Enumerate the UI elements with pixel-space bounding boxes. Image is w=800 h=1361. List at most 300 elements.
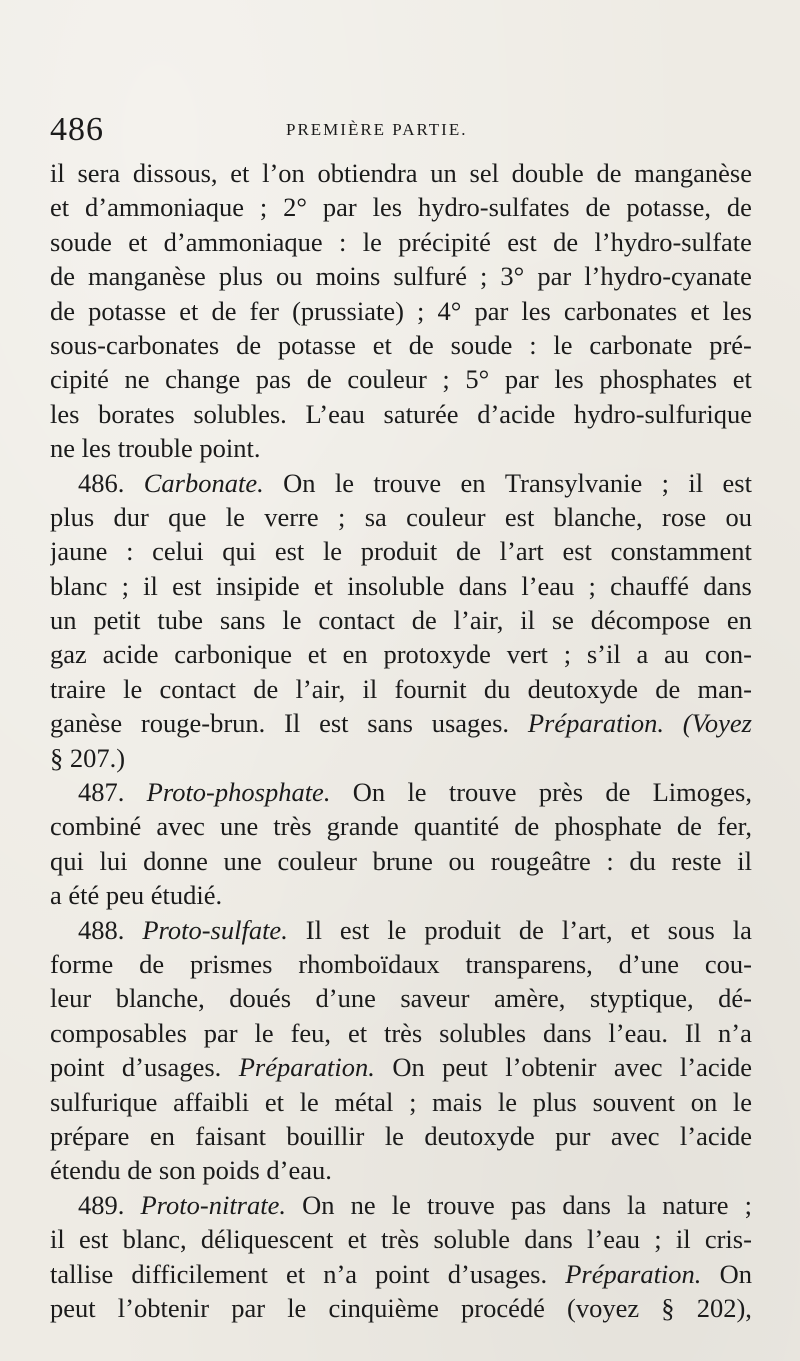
word: celui — [152, 536, 204, 567]
word: les — [372, 192, 403, 223]
word: affaibli — [173, 1086, 250, 1117]
word: étendu — [50, 1155, 128, 1186]
text-line — [50, 672, 752, 706]
text-line — [50, 534, 752, 568]
word: les — [722, 295, 752, 326]
word: dans — [458, 570, 508, 601]
text-line — [50, 1291, 752, 1325]
word: L’eau — [305, 398, 365, 429]
word: couleur — [347, 364, 427, 395]
word: il — [50, 1224, 65, 1255]
word: (prussiate) — [292, 295, 404, 326]
word: de — [253, 673, 279, 704]
word: d’usages. — [447, 1258, 548, 1289]
word: grande — [326, 811, 399, 842]
word: de — [518, 914, 544, 945]
text-line — [50, 362, 752, 396]
word: est — [274, 536, 305, 567]
word: prismes — [190, 948, 273, 979]
word: 3° — [500, 261, 525, 292]
word: styptique, — [589, 983, 694, 1014]
word: d’une — [315, 983, 376, 1014]
word: d’ammoniaque — [85, 192, 244, 223]
word: jaune — [50, 536, 108, 567]
word: en — [342, 639, 368, 670]
word: près — [538, 777, 584, 808]
word: de — [408, 329, 434, 360]
word: souvent — [592, 1086, 675, 1117]
word: de — [676, 811, 702, 842]
text-line — [50, 809, 752, 843]
word: 488. — [78, 914, 125, 945]
word: rose — [662, 501, 707, 532]
word: On — [719, 1258, 752, 1289]
word: a — [636, 639, 649, 670]
word: et — [313, 570, 333, 601]
paragraph-start-line — [50, 466, 752, 500]
running-title: PREMIÈRE PARTIE. — [286, 120, 468, 139]
word: insipide — [215, 570, 300, 601]
word: de — [605, 777, 631, 808]
word: déliquescent — [200, 1224, 334, 1255]
word: combiné — [50, 811, 142, 842]
word: procédé — [461, 1292, 545, 1323]
word: pas — [255, 364, 292, 395]
word: l’hydro-sulfate — [594, 226, 752, 257]
word: le — [287, 1292, 307, 1323]
word: il — [688, 467, 704, 498]
word: d’ammoniaque — [163, 226, 323, 257]
word: blanche, — [553, 501, 643, 532]
word: et — [690, 295, 710, 326]
word: phosphate — [554, 811, 662, 842]
word: ; — [654, 1224, 662, 1255]
text-line — [50, 603, 752, 637]
word: rhomboïdaux — [298, 948, 440, 979]
word: décompose — [590, 605, 711, 636]
word: est — [78, 1224, 109, 1255]
word: il — [143, 570, 158, 601]
word: sel — [469, 158, 499, 188]
word: de — [455, 536, 481, 567]
word: a — [50, 880, 69, 911]
word: une — [223, 845, 262, 876]
text-line — [50, 637, 752, 671]
word: On — [302, 1189, 335, 1220]
text-line — [50, 1085, 752, 1119]
text-line — [50, 225, 752, 259]
word: il — [520, 605, 535, 636]
word: potasse — [277, 329, 356, 360]
paragraph-start-line — [50, 1188, 752, 1222]
word: Proto-sulfate. — [142, 914, 288, 945]
text-line — [50, 1050, 752, 1084]
word: point — [50, 1052, 105, 1083]
word: l’obtenir — [505, 1052, 597, 1083]
word: doués — [229, 983, 292, 1014]
word: son — [158, 1155, 203, 1186]
text-line — [50, 1257, 752, 1291]
text-line — [50, 500, 752, 534]
word: par — [537, 261, 572, 292]
word: le — [254, 1017, 274, 1048]
page-header — [50, 110, 750, 150]
word: s’il — [586, 639, 621, 670]
word: sans — [219, 605, 266, 636]
word: double — [511, 158, 584, 188]
word: ; — [480, 261, 488, 292]
word: qui — [50, 845, 84, 876]
word: On — [283, 467, 316, 498]
word: peut — [442, 1052, 488, 1083]
word: fournit — [394, 673, 467, 704]
page-number: 486 — [50, 111, 104, 148]
word: se — [551, 605, 574, 636]
word: et — [372, 329, 392, 360]
word: Il — [284, 708, 301, 739]
word: avec — [156, 811, 205, 842]
word: par — [504, 364, 539, 395]
word: en — [460, 467, 486, 498]
word: très — [273, 811, 312, 842]
word: point. — [199, 433, 261, 464]
word: et — [179, 295, 199, 326]
word: trouble — [117, 433, 200, 464]
word: 486. — [78, 467, 125, 498]
word: et — [307, 639, 327, 670]
word: le — [299, 1086, 319, 1117]
text-line — [50, 569, 752, 603]
word: potasse — [88, 295, 167, 326]
word: il — [362, 673, 378, 704]
word: de — [585, 192, 611, 223]
word: plus — [50, 501, 95, 532]
word: ganèse — [50, 708, 123, 739]
word: est — [504, 501, 535, 532]
word: pré- — [709, 329, 752, 360]
word: Transylvanie — [504, 467, 643, 498]
word: et — [347, 1017, 368, 1048]
word: soluble — [433, 1224, 510, 1255]
word: verre — [264, 501, 319, 532]
word: il — [675, 1224, 691, 1255]
word: ; — [409, 1086, 417, 1117]
word: de — [50, 261, 76, 292]
word: dissous, — [132, 158, 218, 188]
word: étudié. — [150, 880, 223, 911]
word: man- — [697, 673, 752, 704]
word: deutoxyde — [424, 1120, 535, 1151]
word: 202), — [696, 1292, 752, 1323]
word: est — [507, 226, 537, 257]
word: dans — [524, 1224, 573, 1255]
word: 487. — [78, 777, 125, 808]
word: les — [554, 364, 584, 395]
word: n’a — [718, 1017, 752, 1048]
word: une — [219, 811, 259, 842]
word: les — [50, 398, 80, 429]
word: le — [732, 1086, 752, 1117]
word: le — [334, 467, 355, 498]
word: de — [411, 605, 437, 636]
text-line — [50, 1153, 752, 1187]
word: de — [553, 226, 579, 257]
text-line — [50, 190, 752, 224]
word: en — [726, 605, 752, 636]
word: blanc, — [122, 1224, 187, 1255]
word: ; — [417, 295, 425, 326]
word: au — [664, 639, 690, 670]
word: l’hydro-cyanate — [584, 261, 752, 292]
word: (voyez — [567, 1292, 640, 1323]
word: blanc — [50, 570, 108, 601]
word: le — [322, 536, 343, 567]
word: l’acide — [679, 1052, 752, 1083]
word: ; — [337, 501, 346, 532]
word: l’obtenir — [117, 1292, 210, 1323]
word: amère, — [494, 983, 566, 1014]
word: ou — [448, 845, 476, 876]
word: le — [387, 914, 407, 945]
word: de — [596, 158, 622, 188]
word: bouillir — [286, 1120, 365, 1151]
word: § — [661, 1292, 675, 1323]
word: constamment — [610, 536, 752, 567]
paragraph-start-line — [50, 913, 752, 947]
word: solubles — [439, 1017, 527, 1048]
word: et — [285, 1258, 306, 1289]
word: mais — [432, 1086, 483, 1117]
word: de — [726, 192, 752, 223]
word: hydro-sulfurique — [573, 398, 752, 429]
word: le — [391, 1189, 411, 1220]
word: leur — [50, 983, 92, 1014]
text-line — [50, 706, 752, 740]
word: dur — [113, 501, 149, 532]
word: le — [497, 1086, 517, 1117]
word: rougeâtre — [490, 845, 591, 876]
word: trouve — [448, 777, 517, 808]
word: chauffé — [610, 570, 690, 601]
word: les — [81, 433, 118, 464]
word: la — [627, 1189, 647, 1220]
word: point — [375, 1258, 430, 1289]
word: est — [722, 467, 752, 498]
word: quantité — [413, 811, 500, 842]
word: de — [127, 1155, 159, 1186]
word: dé- — [718, 983, 752, 1014]
word: cipité — [50, 364, 109, 395]
word: été — [68, 880, 106, 911]
word: du — [629, 845, 656, 876]
word: un — [50, 605, 77, 636]
word: trouve — [373, 467, 442, 498]
word: en — [149, 1120, 175, 1151]
word: produit — [424, 914, 501, 945]
text-line — [50, 878, 752, 912]
word: faisant — [195, 1120, 266, 1151]
word: Proto-phosphate. — [146, 777, 331, 808]
word: contact — [159, 673, 237, 704]
word: la — [732, 914, 752, 945]
word: peut — [50, 1292, 96, 1323]
word: usages. — [431, 708, 510, 739]
word: l’air, — [295, 673, 346, 704]
word: on — [690, 1086, 718, 1117]
word: produit — [360, 536, 438, 567]
word: forme — [50, 948, 114, 979]
text-line — [50, 397, 752, 431]
word: par — [322, 192, 357, 223]
word: carbonates — [563, 295, 678, 326]
word: dans — [542, 1017, 592, 1048]
word: 4° — [437, 295, 462, 326]
word: change — [165, 364, 241, 395]
word: très — [383, 1017, 423, 1048]
word: par — [203, 1017, 238, 1048]
word: : — [529, 329, 537, 360]
word: de — [306, 364, 332, 395]
word: de — [50, 295, 76, 326]
word: 207.) — [69, 742, 126, 773]
word: (Voyez — [682, 708, 752, 739]
word: moins — [315, 261, 381, 292]
word: et — [732, 364, 752, 395]
text-line — [50, 741, 752, 775]
word: de — [211, 295, 237, 326]
word: est — [339, 914, 370, 945]
word: fer — [249, 295, 279, 326]
word: l’acide — [679, 1120, 752, 1151]
word: le — [282, 605, 302, 636]
word: le — [553, 329, 573, 360]
word: le — [123, 673, 143, 704]
word: 2° — [283, 192, 307, 223]
word: d’acide — [477, 398, 556, 429]
word: précipité — [398, 226, 491, 257]
word: soude — [50, 226, 112, 257]
word: de — [236, 329, 262, 360]
paragraph-start-line — [50, 775, 752, 809]
word: plus — [218, 261, 263, 292]
text-line — [50, 328, 752, 362]
word: par — [474, 295, 509, 326]
word: l’on — [262, 158, 305, 188]
word: le — [407, 777, 427, 808]
text-line — [50, 294, 752, 328]
word: couleur — [277, 845, 357, 876]
word: con- — [704, 639, 752, 670]
word: est — [319, 708, 349, 739]
word: contact — [318, 605, 395, 636]
word: : — [606, 845, 614, 876]
word: saturée — [383, 398, 459, 429]
word: composables — [50, 1017, 187, 1048]
word: ; — [661, 467, 670, 498]
word: solubles. — [193, 398, 287, 429]
word: de — [655, 673, 681, 704]
word: 489. — [78, 1189, 125, 1220]
word: sa — [364, 501, 387, 532]
body-text — [50, 156, 752, 1325]
word: cou- — [704, 948, 752, 979]
word: deutoxyde — [527, 673, 639, 704]
word: ne — [124, 364, 150, 395]
word: acide — [102, 639, 159, 670]
word: et — [264, 1086, 284, 1117]
word: 5° — [465, 364, 490, 395]
word: difficilement — [131, 1258, 268, 1289]
word: transparens, — [465, 948, 593, 979]
word: tube — [157, 605, 203, 636]
word: d’eau. — [266, 1155, 332, 1186]
word: rouge-brun. — [140, 708, 266, 739]
word: sulfurique — [50, 1086, 158, 1117]
word: que — [168, 501, 207, 532]
word: brune — [372, 845, 433, 876]
word: qui — [222, 536, 257, 567]
word: l’eau — [587, 1224, 641, 1255]
word: gaz — [50, 639, 87, 670]
word: du — [483, 673, 511, 704]
word: l’air, — [453, 605, 504, 636]
word: pur — [555, 1120, 591, 1151]
word: peu — [105, 880, 151, 911]
word: potasse, — [626, 192, 711, 223]
word: ne — [50, 433, 82, 464]
word: ou — [725, 501, 752, 532]
word: avec — [613, 1052, 663, 1083]
word: et — [50, 192, 70, 223]
word: de — [139, 948, 165, 979]
text-line — [50, 1016, 752, 1050]
word: vert — [506, 639, 548, 670]
word: un — [430, 158, 457, 188]
text-line — [50, 1119, 752, 1153]
word: ne — [350, 1189, 376, 1220]
word: petit — [93, 605, 141, 636]
word: feu, — [290, 1017, 332, 1048]
word: le — [362, 226, 382, 257]
word: l’art — [499, 536, 544, 567]
word: et — [128, 226, 148, 257]
word: fer, — [717, 811, 752, 842]
word: plus — [532, 1086, 577, 1117]
word: § — [50, 742, 70, 773]
word: est — [562, 536, 592, 567]
word: par — [231, 1292, 266, 1323]
word: ; — [259, 192, 268, 223]
word: l’eau — [521, 570, 575, 601]
word: poids — [202, 1155, 267, 1186]
word: nature — [662, 1189, 729, 1220]
text-line — [50, 947, 752, 981]
text-line — [50, 156, 752, 190]
word: il — [737, 845, 752, 876]
word: et — [630, 914, 650, 945]
word: lui — [99, 845, 128, 876]
word: avec — [610, 1120, 660, 1151]
text-line — [50, 431, 752, 465]
word: hydro-sulfates — [417, 192, 570, 223]
word: dans — [703, 570, 752, 601]
word: dans — [562, 1189, 611, 1220]
word: le — [225, 501, 245, 532]
word: reste — [671, 845, 722, 876]
word: soude — [450, 329, 513, 360]
word: ; — [588, 570, 596, 601]
word: obtiendra — [317, 158, 418, 188]
